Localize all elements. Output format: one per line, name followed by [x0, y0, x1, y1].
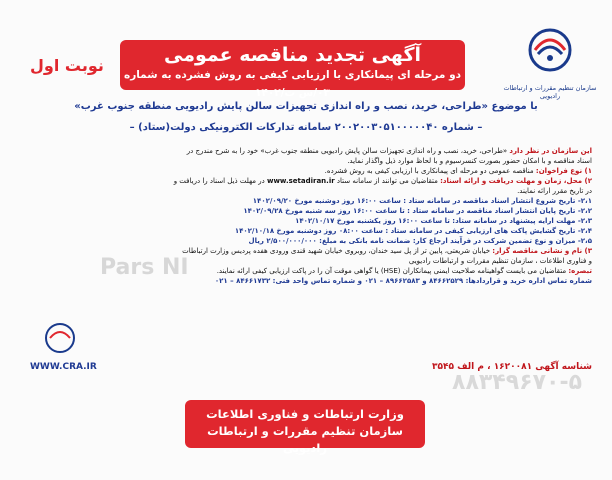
item-2-cont: در تاریخ مقرر ارائه نمایند.	[517, 187, 592, 195]
logo-caption: سازمان تنظیم مقررات و ارتباطات رادیویی	[503, 84, 597, 100]
cra-small-logo	[40, 320, 80, 356]
contact-line: شماره تماس اداره خرید و قراردادها: ۸۴۶۶۲۵۲۹ و ۸۹۶۶۲۵۸۳ – ۰۲۱ و شماره تماس واحد فنی: ۸۴۶۶۱۷۳۲ – ۰۲۱	[214, 277, 592, 285]
notice-title: آگهی تجدید مناقصه عمومی	[163, 44, 422, 66]
subject-line: با موضوع «طراحی، خرید، نصب و راه اندازی تجهیزات سالن پایش رادیویی منطقه جنوب غرب»	[74, 101, 538, 112]
item-2-4: ۲،۴- تاریخ گشایش پاکت های ارزیابی کیفی در سامانه ستاد : ساعت ۰۸:۰۰ روز دوشنبه مورخ ۱۴۰۲/۱۰/۱۸	[234, 227, 592, 235]
item-2-3: ۲،۳- مهلت ارایه پیشنهاد در سامانه ستاد: تا ساعت ۱۶:۰۰ روز یکشنبه مورخ ۱۴۰۲/۱۰/۱۷	[295, 217, 592, 225]
item-2-1: ۲،۱- تاریخ شروع انتشار اسناد مناقصه در سامانه ستاد : ساعت ۱۶:۰۰ روز دوشنبه مورخ ۱۴۰۲/۰۹/۲۰	[252, 197, 592, 205]
notice-subtitle: دو مرحله ای پیمانکاری با ارزیابی کیفی به روش فشرده به شماره ۰۳/س ت/۱۴۰۲	[124, 69, 461, 99]
intro-line: این سازمان در نظر دارد «طراحی، خرید، نصب و راه اندازی تجهیزات سالن پایش رادیویی منطقه جنوب غرب» خود را به شرح مندرج در	[186, 147, 592, 155]
number-line: – شماره ۲۰۰۲۰۰۳۰۵۱۰۰۰۰۰۴۰ سامانه تدارکات الکترونیکی دولت(ستاد) –	[129, 122, 483, 133]
notice-body	[20, 146, 592, 286]
item-1: ۱) نوع فراخوان: مناقصه عمومی دو مرحله ای پیمانکاری با ارزیابی کیفی به روش فشرده.	[324, 167, 592, 175]
item-2-5: ۲،۵- میزان و نوع تضمین شرکت در فرآیند ارجاع کار: ضمانت نامه بانکی به مبلغ: ۲/۵۰۰/۰۰۰/۰۰۰ ریال	[248, 237, 592, 245]
item-3-cont: و فناوری اطلاعات ، سازمان تنظیم مقررات و ارتباطات رادیویی	[408, 257, 592, 265]
setad-link[interactable]: www.setadiran.ir	[267, 177, 335, 185]
phone-watermark: ۸۸۳۴۹۶۷۰-۵	[452, 370, 582, 395]
watermark: Pars NI	[100, 255, 189, 280]
organization-name: سازمان تنظیم مقررات و ارتباطات رادیویی	[207, 424, 403, 455]
item-2: ۲) محل، زمان و مهلت دریافت و ارائه اسناد: متقاضیان می توانند از سامانه ستاد www.setadiran.ir در مهلت ذیل اسناد را دریافت و	[173, 177, 592, 185]
footer-banner	[185, 400, 425, 455]
item-3: ۳) نام و نشانی مناقصه گزار: خیابان شریعتی، پایین تر از پل سید خندان، روبروی خیابان شهید قندی ورودی هفده پردیس وزارت ارتباطات	[182, 247, 592, 255]
note: تبصره: متقاضیان می بایست گواهینامه صلاحیت ایمنی پیمانکاران (HSE) یا گواهی موقت آن را در پاکت ارزیابی کیفی ارائه نمایند.	[216, 267, 592, 275]
ministry-name: وزارت ارتباطات و فناوری اطلاعات	[206, 407, 404, 421]
cra-url[interactable]: WWW.CRA.IR	[30, 362, 97, 372]
notice-id: شناسه آگهی ۱۶۲۰۰۸۱ ، م الف ۳۵۴۵	[431, 362, 592, 372]
title-banner	[120, 40, 465, 99]
round-label: نوبت اول	[30, 56, 104, 75]
intro-cont: اسناد مناقصه و با امکان حضور بصورت کنسرسیوم و با لحاظ موارد ذیل واگذار نماید.	[347, 157, 592, 165]
item-2-2: ۲،۲- تاریخ پایان انتشار اسناد مناقصه در سامانه ستاد : تا ساعت ۱۶:۰۰ روز سه شنبه مورخ ۱۴۰۲/۰۹/۲۸	[243, 207, 592, 215]
